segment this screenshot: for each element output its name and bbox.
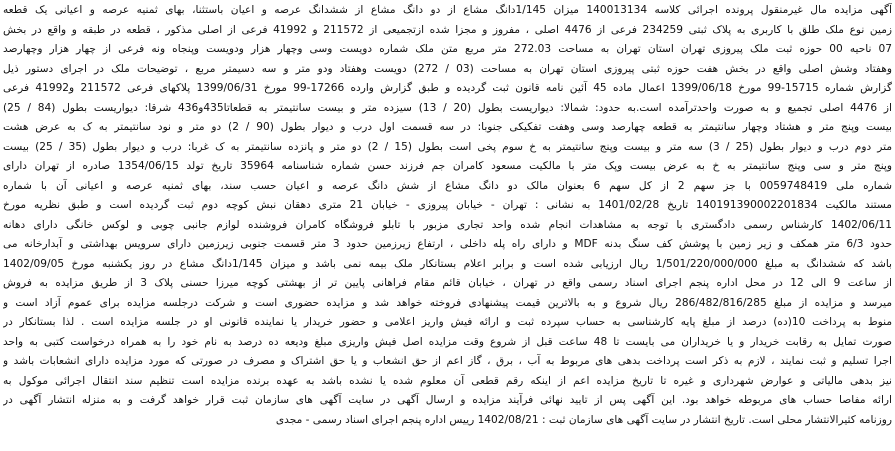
notice-line-10: شماره ملی 0059748419 با جز سهم 2 از کل سهم 6 بعنوان مالک دو دانگ مشاع از شش دانگ عرصه و اعیان حسب سند، بهای ثمنیه عرصه و اعیانی آن با شماره — [3, 179, 892, 192]
notice-line-18: صورت تمایل به رقابت خریدار و یا خریداران می بایست تا 48 ساعت قبل از شروع وقت مزایده اصل فیش واریزی مبلغ ودیعه ده درصد به نام خود را به همراه درخواست کتبی به واحد — [3, 335, 892, 348]
notice-line-17: منوط به پرداخت 10(ده) درصد از مبلغ پایه کارشناسی به حساب سپرده ثبت و ارائه فیش واریز اعلامی و حضور خریدار یا نماینده قانونی او در جلسه مزایده است . لذا بستانکار در — [3, 316, 892, 328]
notice-line-13: حدود 6/3 متر همکف و زیر زمین با پوشش کف سنگ بدنه MDF و دارای راه پله داخلی ، ارتفاع زیرزمین حدود 3 متر قسمت جنوبی زیرزمین دارای سرویس بهداشتی و آبدارخانه می — [3, 238, 892, 250]
notice-line-15: از ساعت 9 الی 12 در محل اداره پنجم اجرای اسناد رسمی واقع در تهران ، خیابان قائم مقام فراهانی پایین تر از بهشتی کوچه میرزا حسنی پلاک 3 از طریق مزایده به فروش — [3, 277, 892, 289]
notice-line-8: متر دوم درب و دیوار بطول (25 / 3) سه متر و بیست وپنج سانتیمتر به خ سوم پخی است بطول (15 / 2) دو متر و پانزده سانتیمتر به ک غربا: درب و دیوار بطول (35 / 25) بیست — [3, 140, 892, 153]
notice-line-2: زمین نوع ملک طلق با کاربری به پلاک ثبتی 234259 فرعی از 4476 اصلی ، مفروز و مجزا شده ازتجمیعی از 211572 و 41992 فرعی از اصلی مذکور ، قطعه در طبقه و واقع در بخش — [3, 23, 892, 36]
notice-line-20: نیز بدهی مالیاتی و عوارض شهرداری و غیره تا تاریخ مزایده اعم از اینکه رقم قطعی آن معلوم شده یا نشده باشد به عهده برنده مزایده است تنظیم سند انتقال اجرائی موکول به — [3, 374, 892, 387]
notice-line-6: از 4476 اصلی تجمیع و به صورت واحدترآمده است.به حدود: شمالا: دیواریست بطول (20 / 13) سیزده متر و بیست سانتیمتر به قطعاتا435و436 شرقا: دیواریست بطول (84 / 25) — [3, 101, 892, 114]
notice-line-9: وپنج متر و سی وپنج سانتیمتر به خ به عرض بیست وپک متر با مالکیت مسعود کامران جم فرزند حسن شماره شناسنامه 35964 تاریخ تولد 1354/06/15 صادره از تهران دارای — [3, 160, 892, 172]
notice-line-7: بیست وپنج متر و هشتاد وچهار سانتیمتر به قطعه چهارصد وسی وهفت تفکیکی جنوبا: در سه قسمت اول درب و دیوار بطول (90 / 2) دو متر و نود سانتیمتر به ک به عرض هشت — [3, 121, 892, 133]
notice-line-21: ارائه مفاصا حساب های مربوطه خواهد بود. این آگهی پس از تایید نهائی فرآیند مزایده و ارسال آگهی در سایت آگهی های سازمان ثبت قرار خواهد گرفت و به منزله انتشار آگهی در — [3, 394, 892, 406]
notice-line-22: روزنامه کثیرالانتشار محلی است. تاریخ انتشار در سایت آگهی های سازمان ثبت : 1402/08/21 رییس اداره پنجم اجرای اسناد رسمی - مجدی — [275, 413, 892, 426]
notice-line-16: میرسد و مزایده از مبلغ 286/482/816/285 ریال شروع و به بالاترین قیمت پیشنهادی فروخته خواهد شد و مزایده حضوری است و شرکت درجلسه مزایده برای عموم آزاد است و — [3, 296, 892, 309]
notice-line-14: باشد که ششدانگ به مبلغ 1/501/220/000/000 ریال ارزیابی شده است و برابر اعلام بستانکار ملک بیمه نمی باشد و میزان 1/145دانگ مشاع در روز یکشنبه مورخ 1402/09/05 — [3, 257, 892, 270]
notice-line-19: اجرا تسلیم و ثبت نمایند ، لازم به ذکر است پرداخت بدهی های مربوط به آب ، برق ، گاز اعم از حق انشعاب و یا حق اشتراک و مصرف در صورتی که مورد مزایده دارای انشعابات باشد و — [3, 355, 892, 367]
notice-line-5: گزارش شماره 15715-99 مورخ 1399/06/18 اعمال ماده 45 آئین نامه قانون ثبت گردیده و طبق گزارش وارده 17266-99 مورخ 1399/06/31 پلاکهای فرعی 211572 و41992 فرعی — [3, 82, 892, 94]
notice-line-12: 1402/06/11 کارشناس رسمی دادگستری با توجه به مشاهدات انجام شده واحد تجاری مزبور با تابلو فروشگاه کامران فروشنده لوازم جانبی چوبی و لوکس خانگی دارای دهانه — [3, 218, 892, 231]
notice-line-11: مستند مالکیت 140191390002201834 تاریخ 1401/02/28 به نشانی : تهران - خیابان پیروزی - خیابان 21 متری دهقان نبش کوچه دوم ثبت گردیده است و طبق نظریه مورخ — [3, 199, 892, 211]
notice-line-1: آگهی مزایده مال غیرمنقول پرونده اجرائی کلاسه 140013134 میزان 1/145دانگ مشاع از دو دانگ مشاع از ششدانگ عرصه و اعیان باستثنا، بهای ثمنیه عرصه و اعیانی یک قطعه — [3, 4, 892, 16]
notice-line-3: 07 ناحیه 00 حوزه ثبت ملک پیروزی تهران استان تهران به مساحت 272.03 متر مربع متن ملک شماره دویست وسی وچهار هزار ودویست وپنجاه ونه فرعی از چهار هزار وچهارصد — [3, 43, 892, 55]
notice-line-4: وهفتاد وشش اصلی واقع در بخش هفت حوزه ثبتی پیروزی استان تهران به مساحت (03 / 272) دویست وهفتاد ودو متر و سه دسیمتر مربع ، توضیحات ملک در اجرای دستور ذیل — [3, 62, 892, 75]
